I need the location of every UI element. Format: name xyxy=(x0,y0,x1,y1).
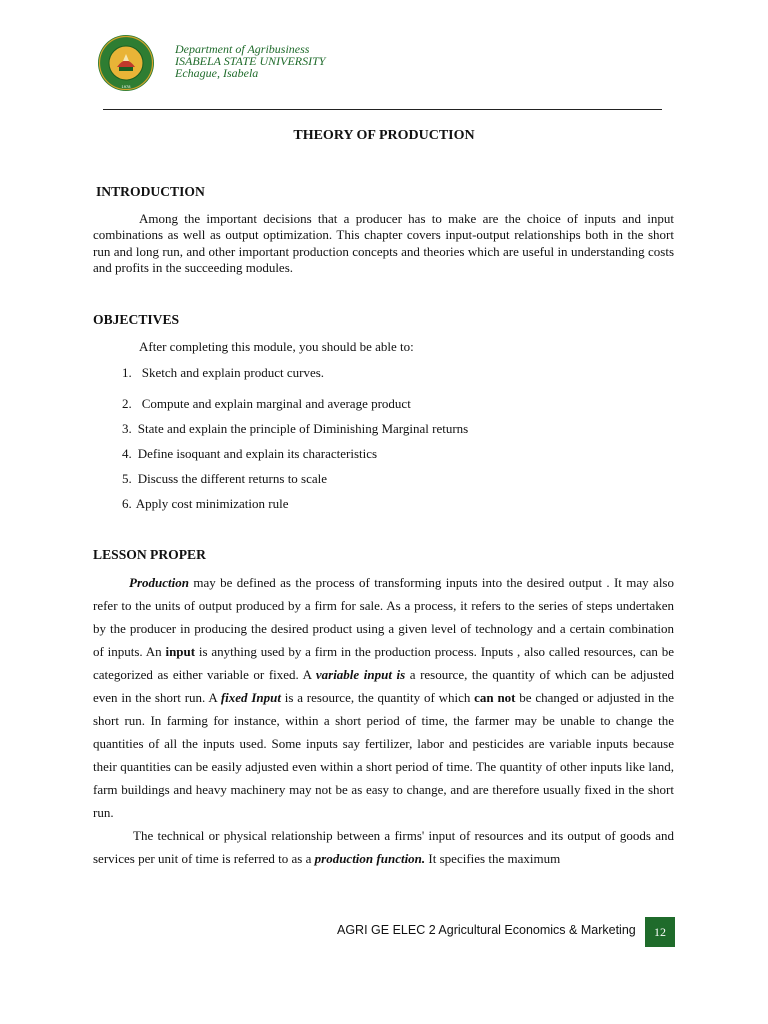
objective-item xyxy=(122,471,327,487)
lesson-body xyxy=(93,571,674,870)
objective-text: State and explain the principle of Diminishing Marginal returns xyxy=(137,421,469,436)
university-location: Echague, Isabela xyxy=(175,66,259,80)
department-name: Department of Agribusiness xyxy=(175,42,310,56)
term-production-function: production function. xyxy=(314,851,426,866)
objective-text: Discuss the different returns to scale xyxy=(137,471,328,486)
introduction-heading: INTRODUCTION xyxy=(96,184,205,199)
objective-text: Apply cost minimization rule xyxy=(135,496,289,511)
objective-text: Define isoquant and explain its characteristics xyxy=(137,446,378,461)
objective-text: Sketch and explain product curves. xyxy=(141,365,325,380)
introduction-paragraph xyxy=(93,211,674,277)
objective-number: 6. xyxy=(122,496,132,511)
objective-number: 1. xyxy=(122,365,132,380)
objective-item xyxy=(122,396,411,412)
term-variable-input: variable input is xyxy=(315,667,406,682)
university-seal-logo xyxy=(97,34,155,92)
lesson-heading: LESSON PROPER xyxy=(93,547,206,562)
term-can-not: can not xyxy=(474,690,516,705)
lesson-paragraph: Production may be defined as the process of transforming inputs into the desired output . It may also refer to the units of output produced by a firm for sale. As a process, it refers to the series of steps undertaken by the producer in producing the desired product using a given level of technology and a certain combination of inputs. An input is anything used by a firm in the production process. Inputs , also called resources, can be categorized as either variable or fixed. A variable input is a resource, the quantity of which can be adjusted even in the short run. A fixed Input is a resource, the quantity of which can not be changed or adjusted in the short run. In farming for instance, within a short period of time, the farmer may be unable to change the quantities of all the inputs used. Some inputs say fertilizer, labor and pesticides are variable inputs because their quantities can be easily adjusted even within a short period of time. The quantity of other inputs like land, farm buildings and heavy machinery may not be as easy to change, and are therefore usually fixed in the short run. xyxy=(93,575,675,820)
header-divider xyxy=(103,109,662,110)
course-footer: AGRI GE ELEC 2 Agricultural Economics & Marketing xyxy=(337,923,636,937)
objective-item xyxy=(122,365,324,381)
university-name: ISABELA STATE UNIVERSITY xyxy=(175,54,326,68)
page-title: THEORY OF PRODUCTION xyxy=(293,128,475,143)
term-input: input xyxy=(165,644,196,659)
objectives-lead: After completing this module, you should be able to: xyxy=(139,339,414,354)
objective-number: 5. xyxy=(122,471,132,486)
objective-number: 3. xyxy=(122,421,132,436)
objective-item xyxy=(122,421,468,437)
term-production: Production xyxy=(129,575,189,590)
objectives-heading: OBJECTIVES xyxy=(93,312,180,327)
objective-number: 4. xyxy=(122,446,132,461)
objective-text: Compute and explain marginal and average product xyxy=(141,396,411,411)
lesson-paragraph: The technical or physical relationship between a firms' input of resources and its output of goods and services per unit of time is referred to as a production function. It specifies the maximum xyxy=(93,828,674,866)
objective-number: 2. xyxy=(122,396,132,411)
page-number-badge: 12 xyxy=(645,917,675,947)
introduction-text: Among the important decisions that a producer has to make are the choice of inputs and input combinations as well as output optimization. This chapter covers input-output relationships both in the short run and long run, and other important production concepts and theories which are useful in understanding costs and profits in the succeeding modules. xyxy=(93,211,674,276)
logo-year: 1978 xyxy=(121,84,131,89)
term-fixed-input: fixed Input xyxy=(220,690,281,705)
objective-item xyxy=(122,446,377,462)
objective-item xyxy=(122,496,288,512)
